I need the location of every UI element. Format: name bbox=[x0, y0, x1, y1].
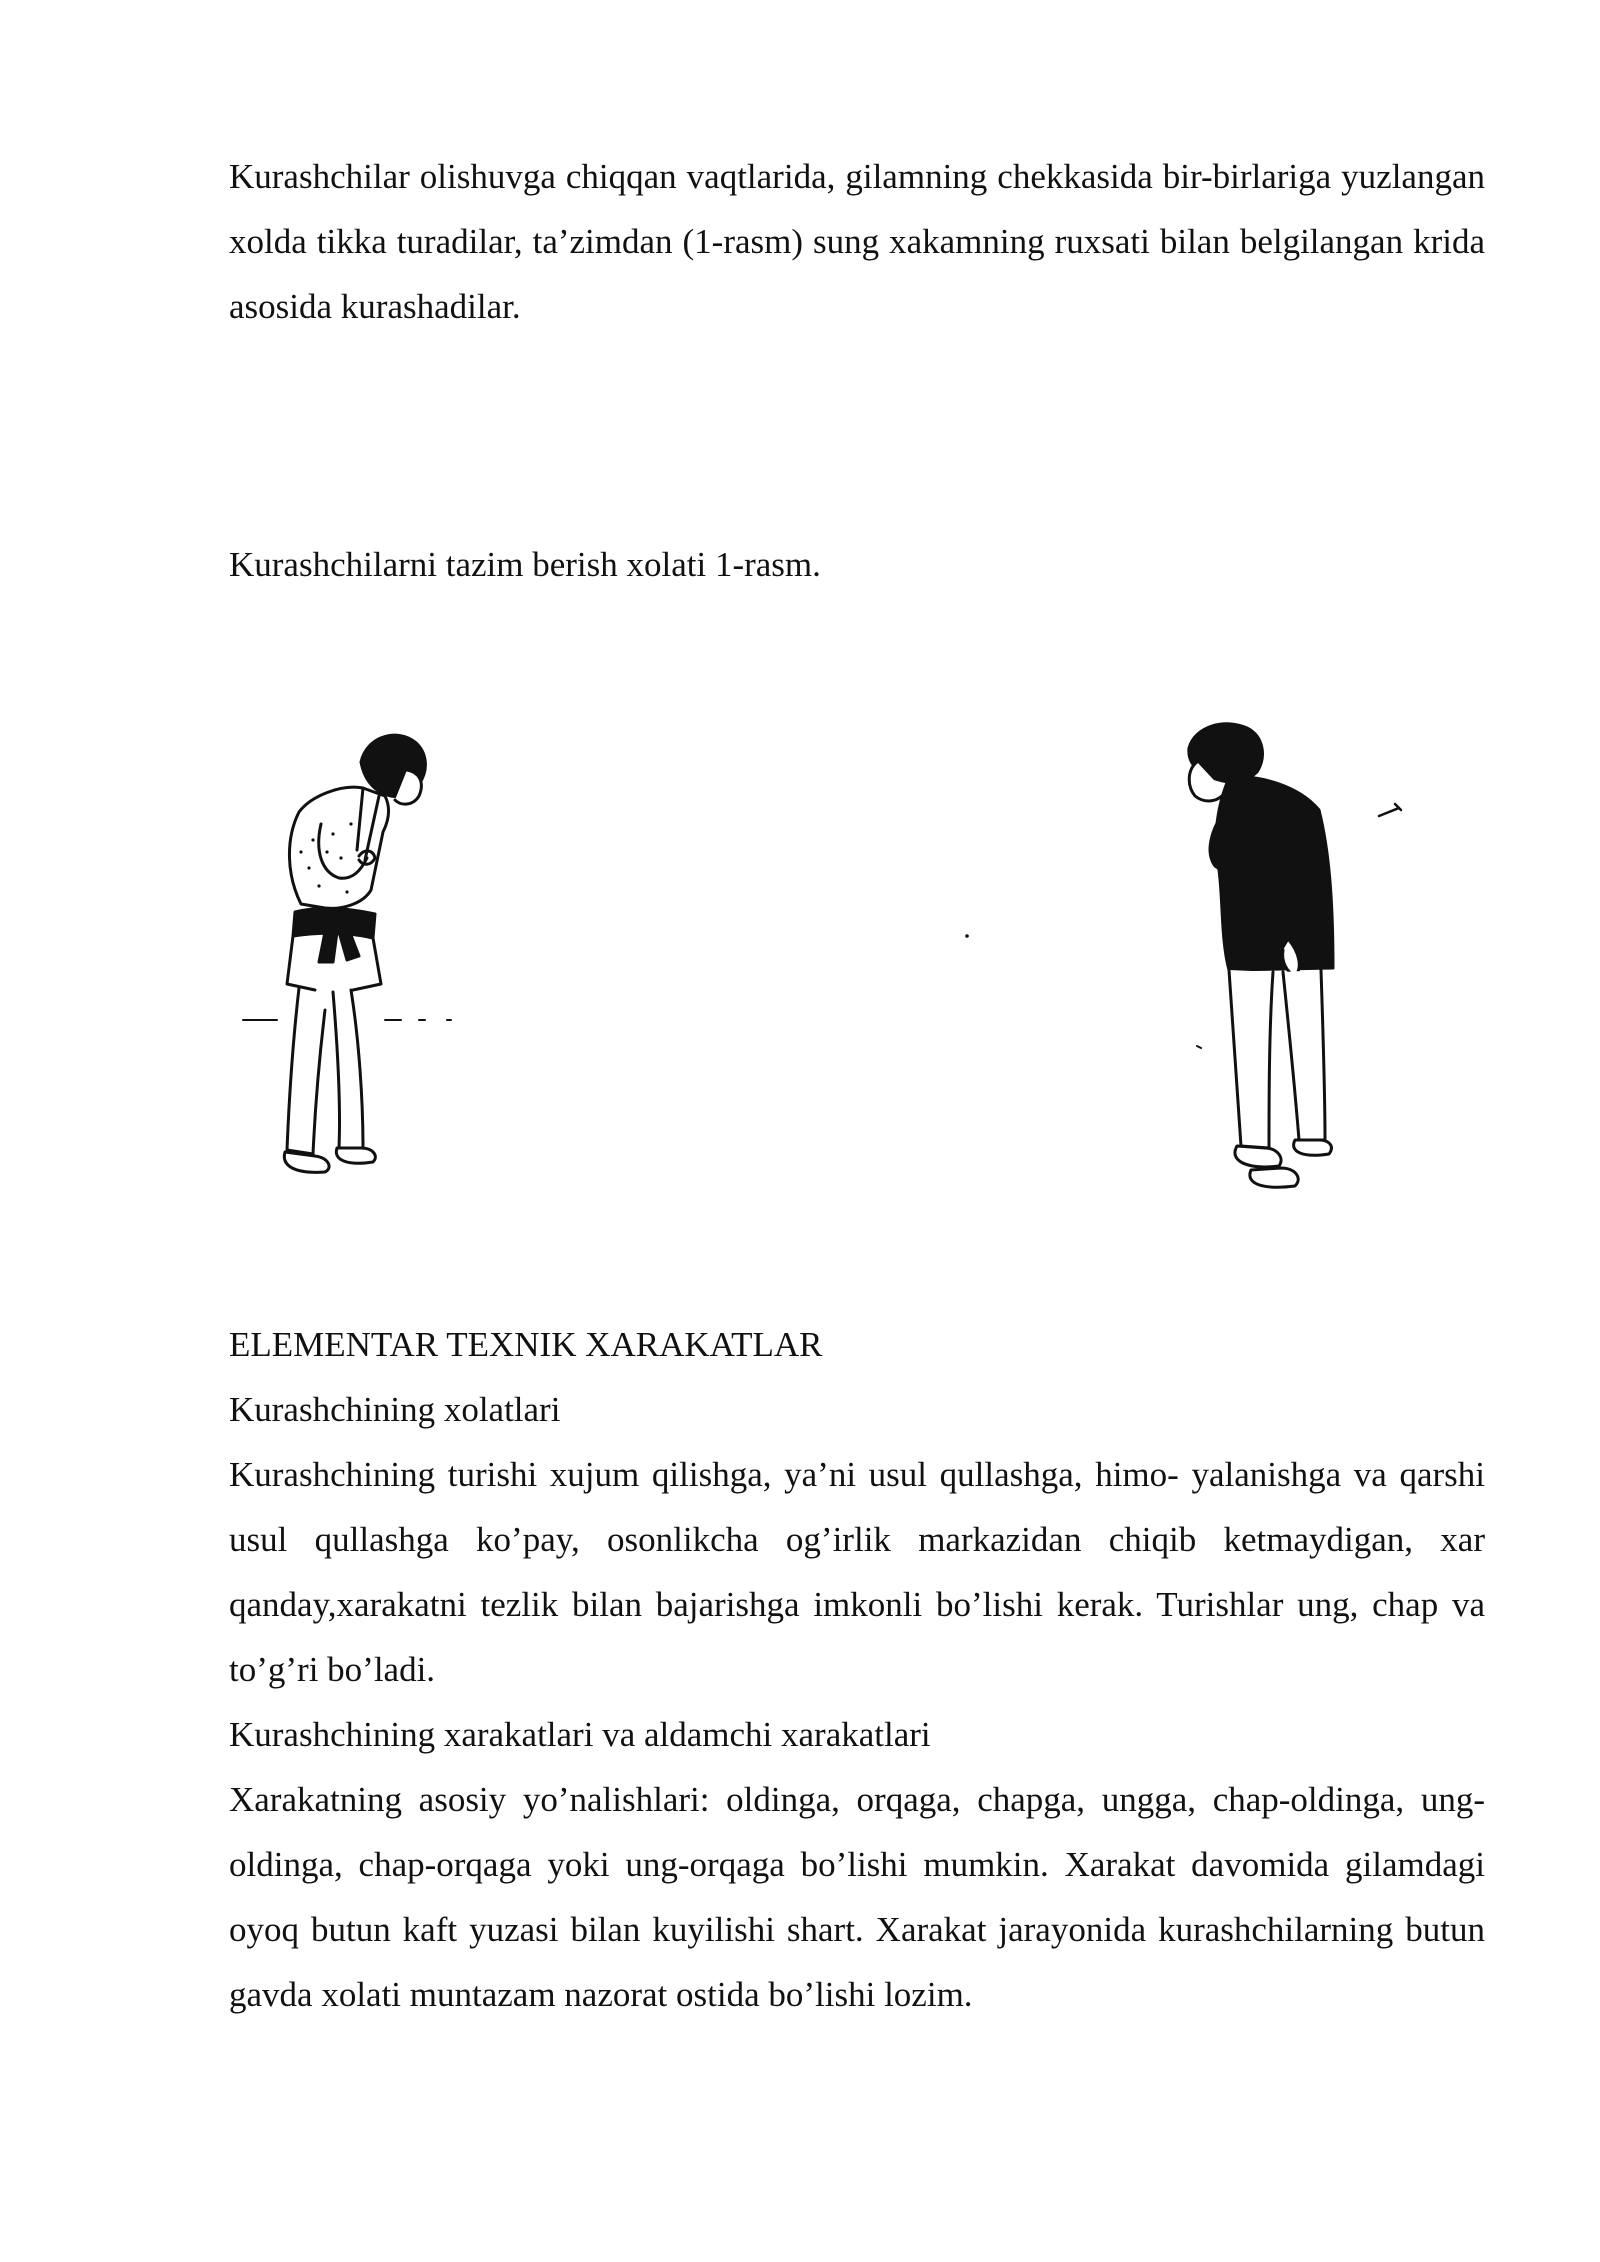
paragraph-stances: Kurashchining turishi xujum qilishga, ya’ni usul qullashga, himo- yalanishga va qarshi usul qullashga ko’pay, osonlikcha og’irlik markazidan chiqib ketmaydigan, xar qanday,xarakatni tezlik bilan bajarishga imkonli bo’lishi kerak. Turishlar ung, chap va to’g’ri bo’ladi. bbox=[229, 1455, 1485, 1689]
subheading-wrestler-movements: Kurashchining xarakatlari va aldamchi xarakatlari bbox=[229, 1715, 931, 1754]
paragraph-movements: Xarakatning asosiy yo’nalishlari: oldinga, orqaga, chapga, ungga, chap-oldinga, ung-oldinga, chap-orqaga yoki ung-orqaga bo’lishi mumkin. Xarakat davomida gilamdagi oyoq butun kaft yuzasi bilan kuyilishi shart. Xarakat jarayonida kurashchilarning butun gavda xolati muntazam nazorat ostida bo’lishi lozim. bbox=[229, 1780, 1485, 2014]
figure-caption: Kurashchilarni tazim berish xolati 1-rasm. bbox=[229, 545, 821, 584]
bowing-figure bbox=[229, 700, 1485, 1260]
section-heading: ELEMENTAR TEXNIK XARAKATLAR bbox=[229, 1325, 823, 1364]
section-elementary-techniques bbox=[229, 1312, 1485, 2027]
wrestler-white-gi-illustration bbox=[243, 735, 451, 1172]
wrestler-dark-jacket-illustration bbox=[1189, 724, 1401, 1187]
intro-paragraph: Kurashchilar olishuvga chiqqan vaqtlarida, gilamning chekkasida bir-birlariga yuzlangan xolda tikka turadilar, ta’zimdan (1-rasm) sung xakamning ruxsati bilan belgilangan krida asosida kurashadilar. bbox=[229, 157, 1485, 326]
stray-mark bbox=[965, 934, 969, 938]
subheading-wrestler-stances: Kurashchining xolatlari bbox=[229, 1390, 561, 1429]
